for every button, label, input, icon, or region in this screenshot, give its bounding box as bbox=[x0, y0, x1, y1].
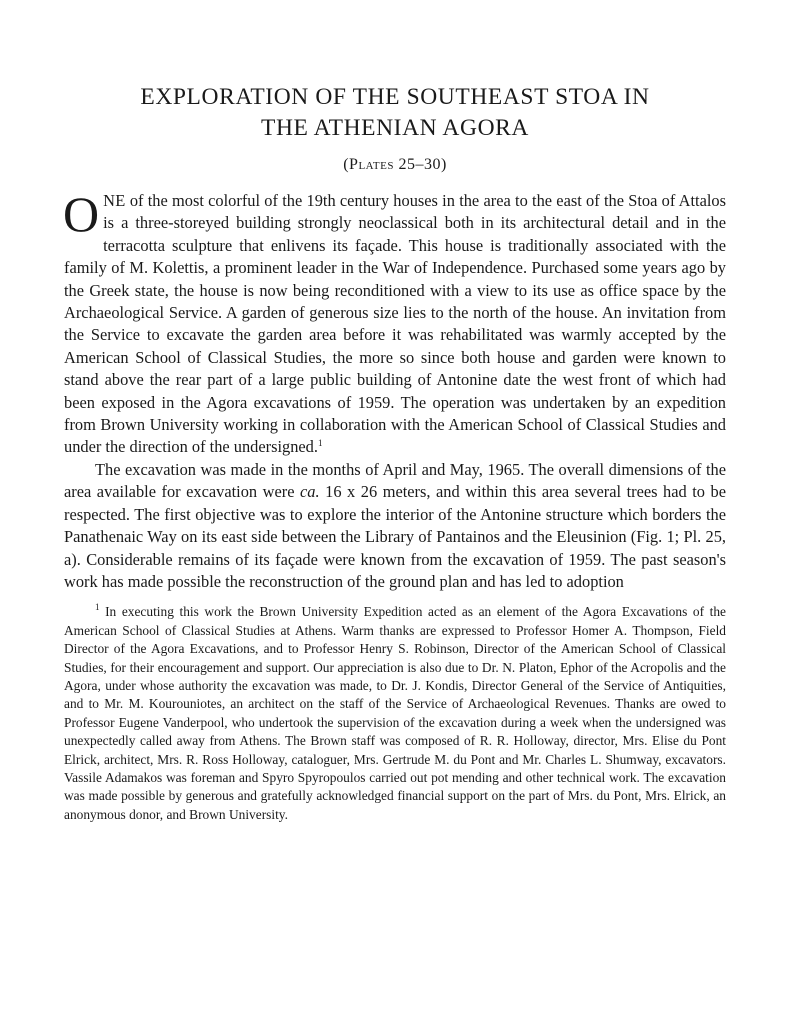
plates-open-paren: ( bbox=[343, 156, 350, 173]
plates-reference bbox=[64, 156, 726, 174]
footnote-reference: 1 bbox=[317, 438, 323, 449]
footnote-text: In executing this work the Brown University Expedition acted as an element of the Agora Excavations of the American School of Classical Studies at Athens. Warm thanks are expressed to Professor Homer A. Thompson, Field Director of the Agora Excavations, and to Professor Henry S. Robinson, Director of the American School of Classical Studies, for their encouragement and support. Our appreciation is also due to Dr. N. Platon, Ephor of the Acropolis and the Agora, under whose authority the excavation was made, to Dr. J. Kondis, Director General of the Service of Antiquities, and to Mr. M. Kourouniotes, an architect on the staff of the Service of Archaeological Revenues. Thanks are owed to Professor Eugene Vanderpool, who undertook the supervision of the excavation during a week when the undersigned was unexpectedly called away from Athens. The Brown staff was composed of R. R. Holloway, director, Mrs. Elise du Pont Elrick, architect, Mrs. R. Ross Holloway, cataloguer, Mrs. Gertrude M. du Pont and Mr. Charles L. Shumway, excavators. Vassile Adamakos was foreman and Spyro Spyropoulos carried out pot mending and other technical work. The excavation was made possible by generous and gratefully acknowledged financial support on the part of Mrs. du Pont, Mrs. Elrick, an anonymous donor, and Brown University. bbox=[64, 604, 726, 822]
footnote-paragraph bbox=[64, 603, 726, 824]
paragraph-2-text-a: The excavation was made in the months of April and May, 1965. The overall dimensions of the area available for excavation were bbox=[64, 459, 726, 502]
title-line-1: EXPLORATION OF THE SOUTHEAST STOA IN bbox=[140, 84, 650, 110]
footnote bbox=[64, 603, 726, 824]
plates-text: Plates 25–30 bbox=[349, 156, 441, 173]
paragraph-1-text: of the most colorful of the 19th century houses in the area to the east of the Stoa of Attalos is a three-storeyed building strongly neoclassical both in its architectural detail and in the terracotta sculpture that enlivens its façade. This house is traditionally associated with the family of M. Kolettis, a prominent leader in the War of Independence. Purchased some years ago by the Greek state, the house is now being reconditioned with a view to its use as office space by the Archaeological Service. A garden of generous size lies to the north of the house. An invitation from the Service to excavate the garden area before it was rehabilitated was warmly accepted by the American School of Classical Studies, the more so since both house and garden were known to stand above the rear part of a large public building of Antonine date the west front of which had been exposed in the Agora excavations of 1959. The operation was undertaken by an expedition from Brown University working in collaboration with the American School of Classical Studies and under the direction of the undersigned. bbox=[64, 191, 726, 457]
footnote-marker: 1 bbox=[95, 602, 100, 613]
article-page bbox=[64, 82, 726, 824]
drop-cap: O bbox=[63, 186, 100, 242]
article-title bbox=[64, 82, 726, 144]
paragraph-1 bbox=[63, 186, 726, 459]
paragraph-2-text-b: 16 x 26 meters, and within this area several trees had to be respected. The first objective was to explore the interior of the Antonine structure which borders the Panathenaic Way on its east side between the Library of Pantainos and the Eleusinion (Fig. 1; Pl. 25, a). Considerable remains of its façade were known from the excavation of 1959. The past season's work has made possible the reconstruction of the ground plan and has led to adoption bbox=[64, 482, 726, 591]
paragraph-2-ca: ca. bbox=[300, 482, 320, 502]
plates-close-paren: ) bbox=[440, 156, 447, 173]
first-words: NE bbox=[103, 191, 126, 210]
title-line-2: THE ATHENIAN AGORA bbox=[261, 115, 529, 141]
paragraph-2 bbox=[64, 459, 726, 593]
body-text bbox=[63, 186, 726, 593]
